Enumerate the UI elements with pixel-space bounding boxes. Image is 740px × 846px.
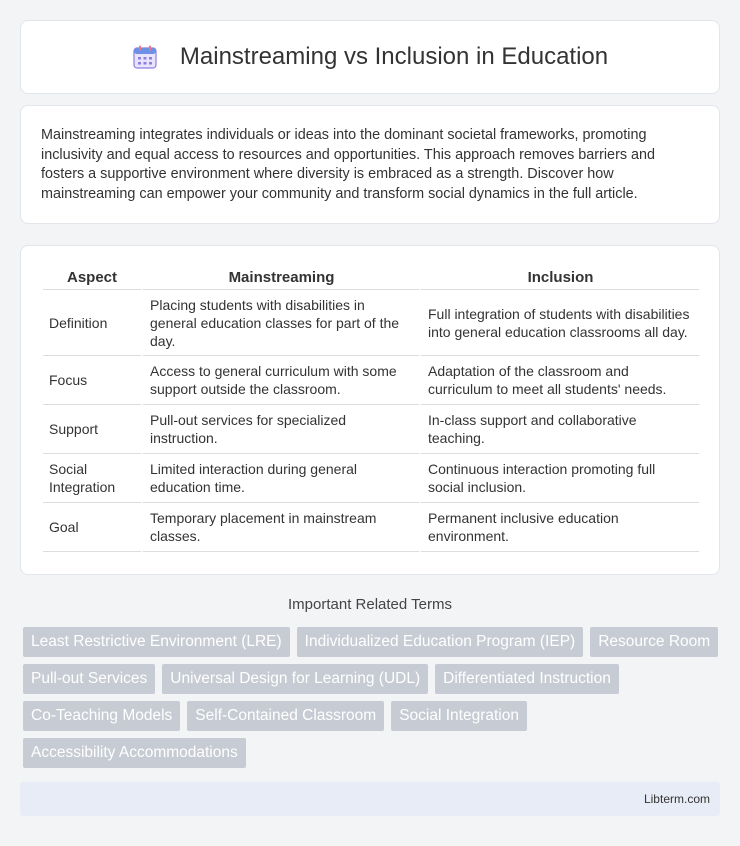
table-cell: Access to general curriculum with some support outside the classroom. <box>141 356 419 405</box>
table-cell: In-class support and collaborative teaching. <box>419 405 699 454</box>
term-tag[interactable]: Social Integration <box>391 701 527 731</box>
table-cell: Limited interaction during general education time. <box>141 454 419 503</box>
term-tag[interactable]: Pull-out Services <box>23 664 155 694</box>
related-terms-title: Important Related Terms <box>288 596 452 613</box>
table-cell: Permanent inclusive education environment. <box>419 503 699 552</box>
term-tag[interactable]: Co-Teaching Models <box>23 701 180 731</box>
table-cell: Pull-out services for specialized instruction. <box>141 405 419 454</box>
table-row <box>43 454 699 503</box>
table-cell: Temporary placement in mainstream classes. <box>141 503 419 552</box>
intro-card <box>20 105 720 224</box>
table-cell: Continuous interaction promoting full social inclusion. <box>419 454 699 503</box>
page-title: Mainstreaming vs Inclusion in Education <box>179 43 609 70</box>
table-row <box>43 290 699 356</box>
table-cell: Support <box>43 405 141 454</box>
header-card <box>20 20 720 94</box>
column-header-aspect: Aspect <box>43 266 141 290</box>
term-tag[interactable]: Self-Contained Classroom <box>187 701 384 731</box>
term-tag[interactable]: Universal Design for Learning (UDL) <box>162 664 428 694</box>
term-tag[interactable]: Least Restrictive Environment (LRE) <box>23 627 290 657</box>
intro-text: Mainstreaming integrates individuals or ideas into the dominant societal frameworks, promoting inclusivity and equal access to resources and opportunities. This approach removes barriers and fosters a supportive environment where diversity is embraced as a strength. Discover how mainstreaming can empower your community and transform social dynamics in the full article. <box>41 127 656 202</box>
table-cell: Placing students with disabilities in general education classes for part of the day. <box>141 290 419 356</box>
table-cell: Goal <box>43 503 141 552</box>
table-cell: Social Integration <box>43 454 141 503</box>
term-tag[interactable]: Differentiated Instruction <box>435 664 619 694</box>
table-cell: Adaptation of the classroom and curriculum to meet all students' needs. <box>419 356 699 405</box>
table-row <box>43 503 699 552</box>
calendar-icon <box>132 44 158 70</box>
table-cell: Focus <box>43 356 141 405</box>
comparison-table <box>43 266 699 552</box>
table-row <box>43 356 699 405</box>
footer <box>20 782 720 816</box>
related-terms-list <box>23 627 723 768</box>
column-header-inclusion: Inclusion <box>419 266 699 290</box>
comparison-card <box>20 245 720 575</box>
table-row <box>43 405 699 454</box>
table-cell: Definition <box>43 290 141 356</box>
column-header-mainstreaming: Mainstreaming <box>141 266 419 290</box>
term-tag[interactable]: Resource Room <box>590 627 718 657</box>
table-header-row <box>43 266 699 290</box>
term-tag[interactable]: Accessibility Accommodations <box>23 738 246 768</box>
table-cell: Full integration of students with disabilities into general education classrooms all day. <box>419 290 699 356</box>
footer-link[interactable]: Libterm.com <box>643 792 710 806</box>
term-tag[interactable]: Individualized Education Program (IEP) <box>297 627 584 657</box>
